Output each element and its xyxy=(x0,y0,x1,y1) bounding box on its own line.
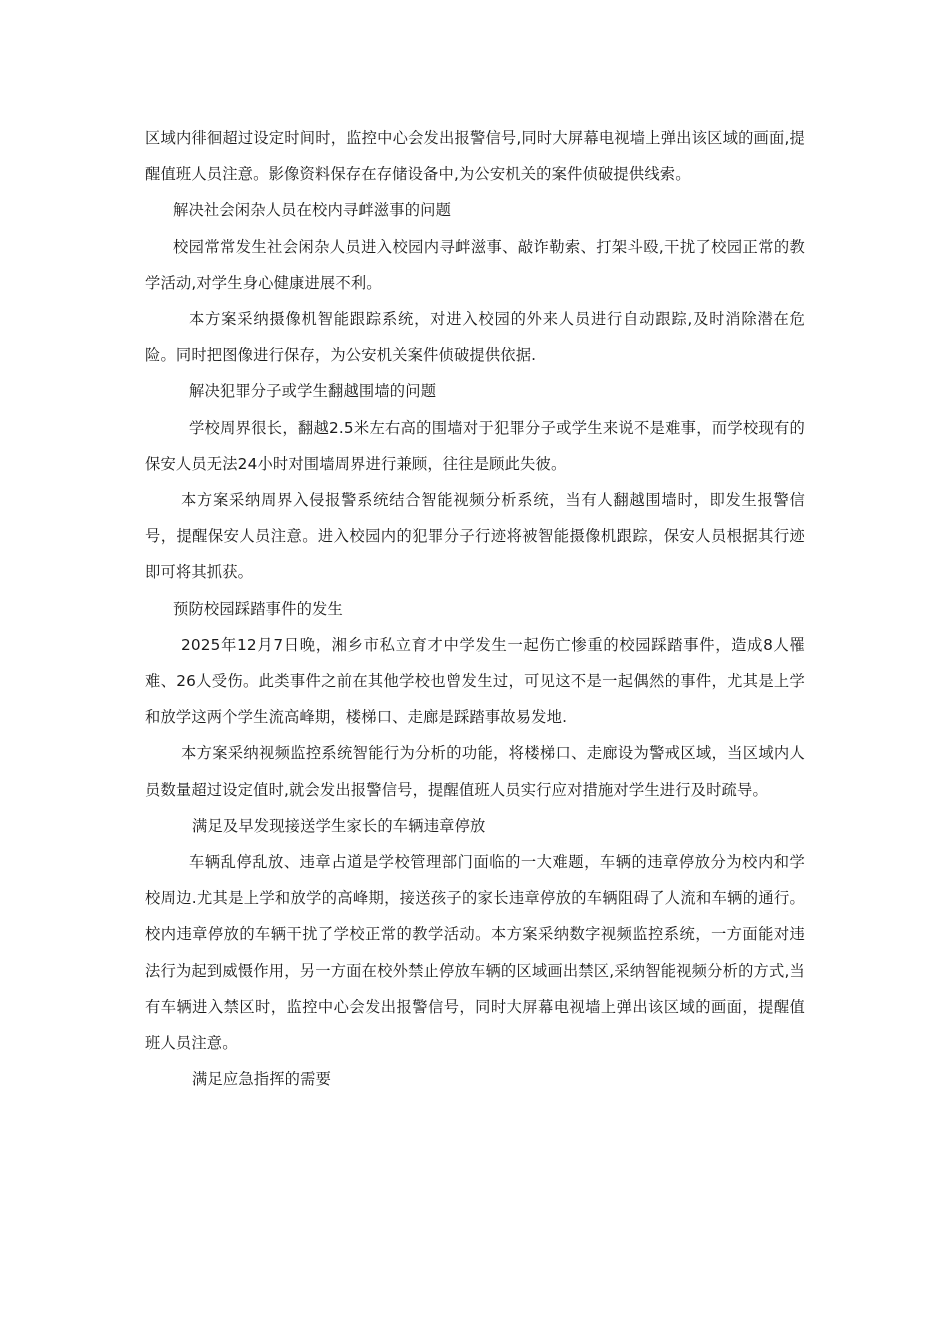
section-heading: 满足应急指挥的需要 xyxy=(192,1070,332,1089)
paragraph: 学校周界很长，翻越2.5米左右高的围墙对于犯罪分子或学生来说不是难事，而学校现有的保安人员无法24小时对围墙周界进行兼顾，往往是顾此失彼。 xyxy=(145,418,805,473)
paragraph: 车辆乱停乱放、违章占道是学校管理部门面临的一大难题，车辆的违章停放分为校内和学校周边.尤其是上学和放学的高峰期，接送孩子的家长违章停放的车辆阻碍了人流和车辆的通行。校内违章停放的车辆干扰了学校正常的教学活动。本方案采纳数字视频监控系统，一方面能对违法行为起到威慑作用，另一方面在校外禁止停放车辆的区域画出禁区,采纳智能视频分析的方式,当有车辆进入禁区时，监控中心会发出报警信号，同时大屏幕电视墙上弹出该区域的画面，提醒值班人员注意。 xyxy=(145,853,805,1053)
paragraph: 2025年12月7日晚，湘乡市私立育才中学发生一起伤亡惨重的校园踩踏事件，造成8人罹难、26人受伤。此类事件之前在其他学校也曾发生过，可见这不是一起偶然的事件，尤其是上学和放学这两个学生流高峰期，楼梯口、走廊是踩踏事故易发地. xyxy=(145,635,805,727)
paragraph: 校园常常发生社会闲杂人员进入校园内寻衅滋事、敲诈勒索、打架斗殴,干扰了校园正常的教学活动,对学生身心健康进展不利。 xyxy=(145,237,805,292)
section-heading: 满足及早发现接送学生家长的车辆违章停放 xyxy=(192,816,486,835)
paragraph: 区域内徘徊超过设定时间时，监控中心会发出报警信号,同时大屏幕电视墙上弹出该区域的画面,提醒值班人员注意。影像资料保存在存储设备中,为公安机关的案件侦破提供线索。 xyxy=(145,129,805,184)
paragraph: 本方案采纳周界入侵报警系统结合智能视频分析系统，当有人翻越围墙时，即发生报警信号，提醒保安人员注意。进入校园内的犯罪分子行迹将被智能摄像机跟踪，保安人员根据其行迹即可将其抓获。 xyxy=(145,491,805,582)
paragraph: 本方案采纳摄像机智能跟踪系统，对进入校园的外来人员进行自动跟踪,及时消除潜在危险。同时把图像进行保存，为公安机关案件侦破提供依据. xyxy=(145,310,805,365)
section-heading: 解决犯罪分子或学生翻越围墙的问题 xyxy=(189,382,437,401)
paragraph: 本方案采纳视频监控系统智能行为分析的功能，将楼梯口、走廊设为警戒区域，当区域内人员数量超过设定值时,就会发出报警信号，提醒值班人员实行应对措施对学生进行及时疏导。 xyxy=(145,744,805,799)
document-body xyxy=(145,120,805,1097)
section-heading: 预防校园踩踏事件的发生 xyxy=(173,599,343,618)
section-heading: 解决社会闲杂人员在校内寻衅滋事的问题 xyxy=(173,201,452,220)
